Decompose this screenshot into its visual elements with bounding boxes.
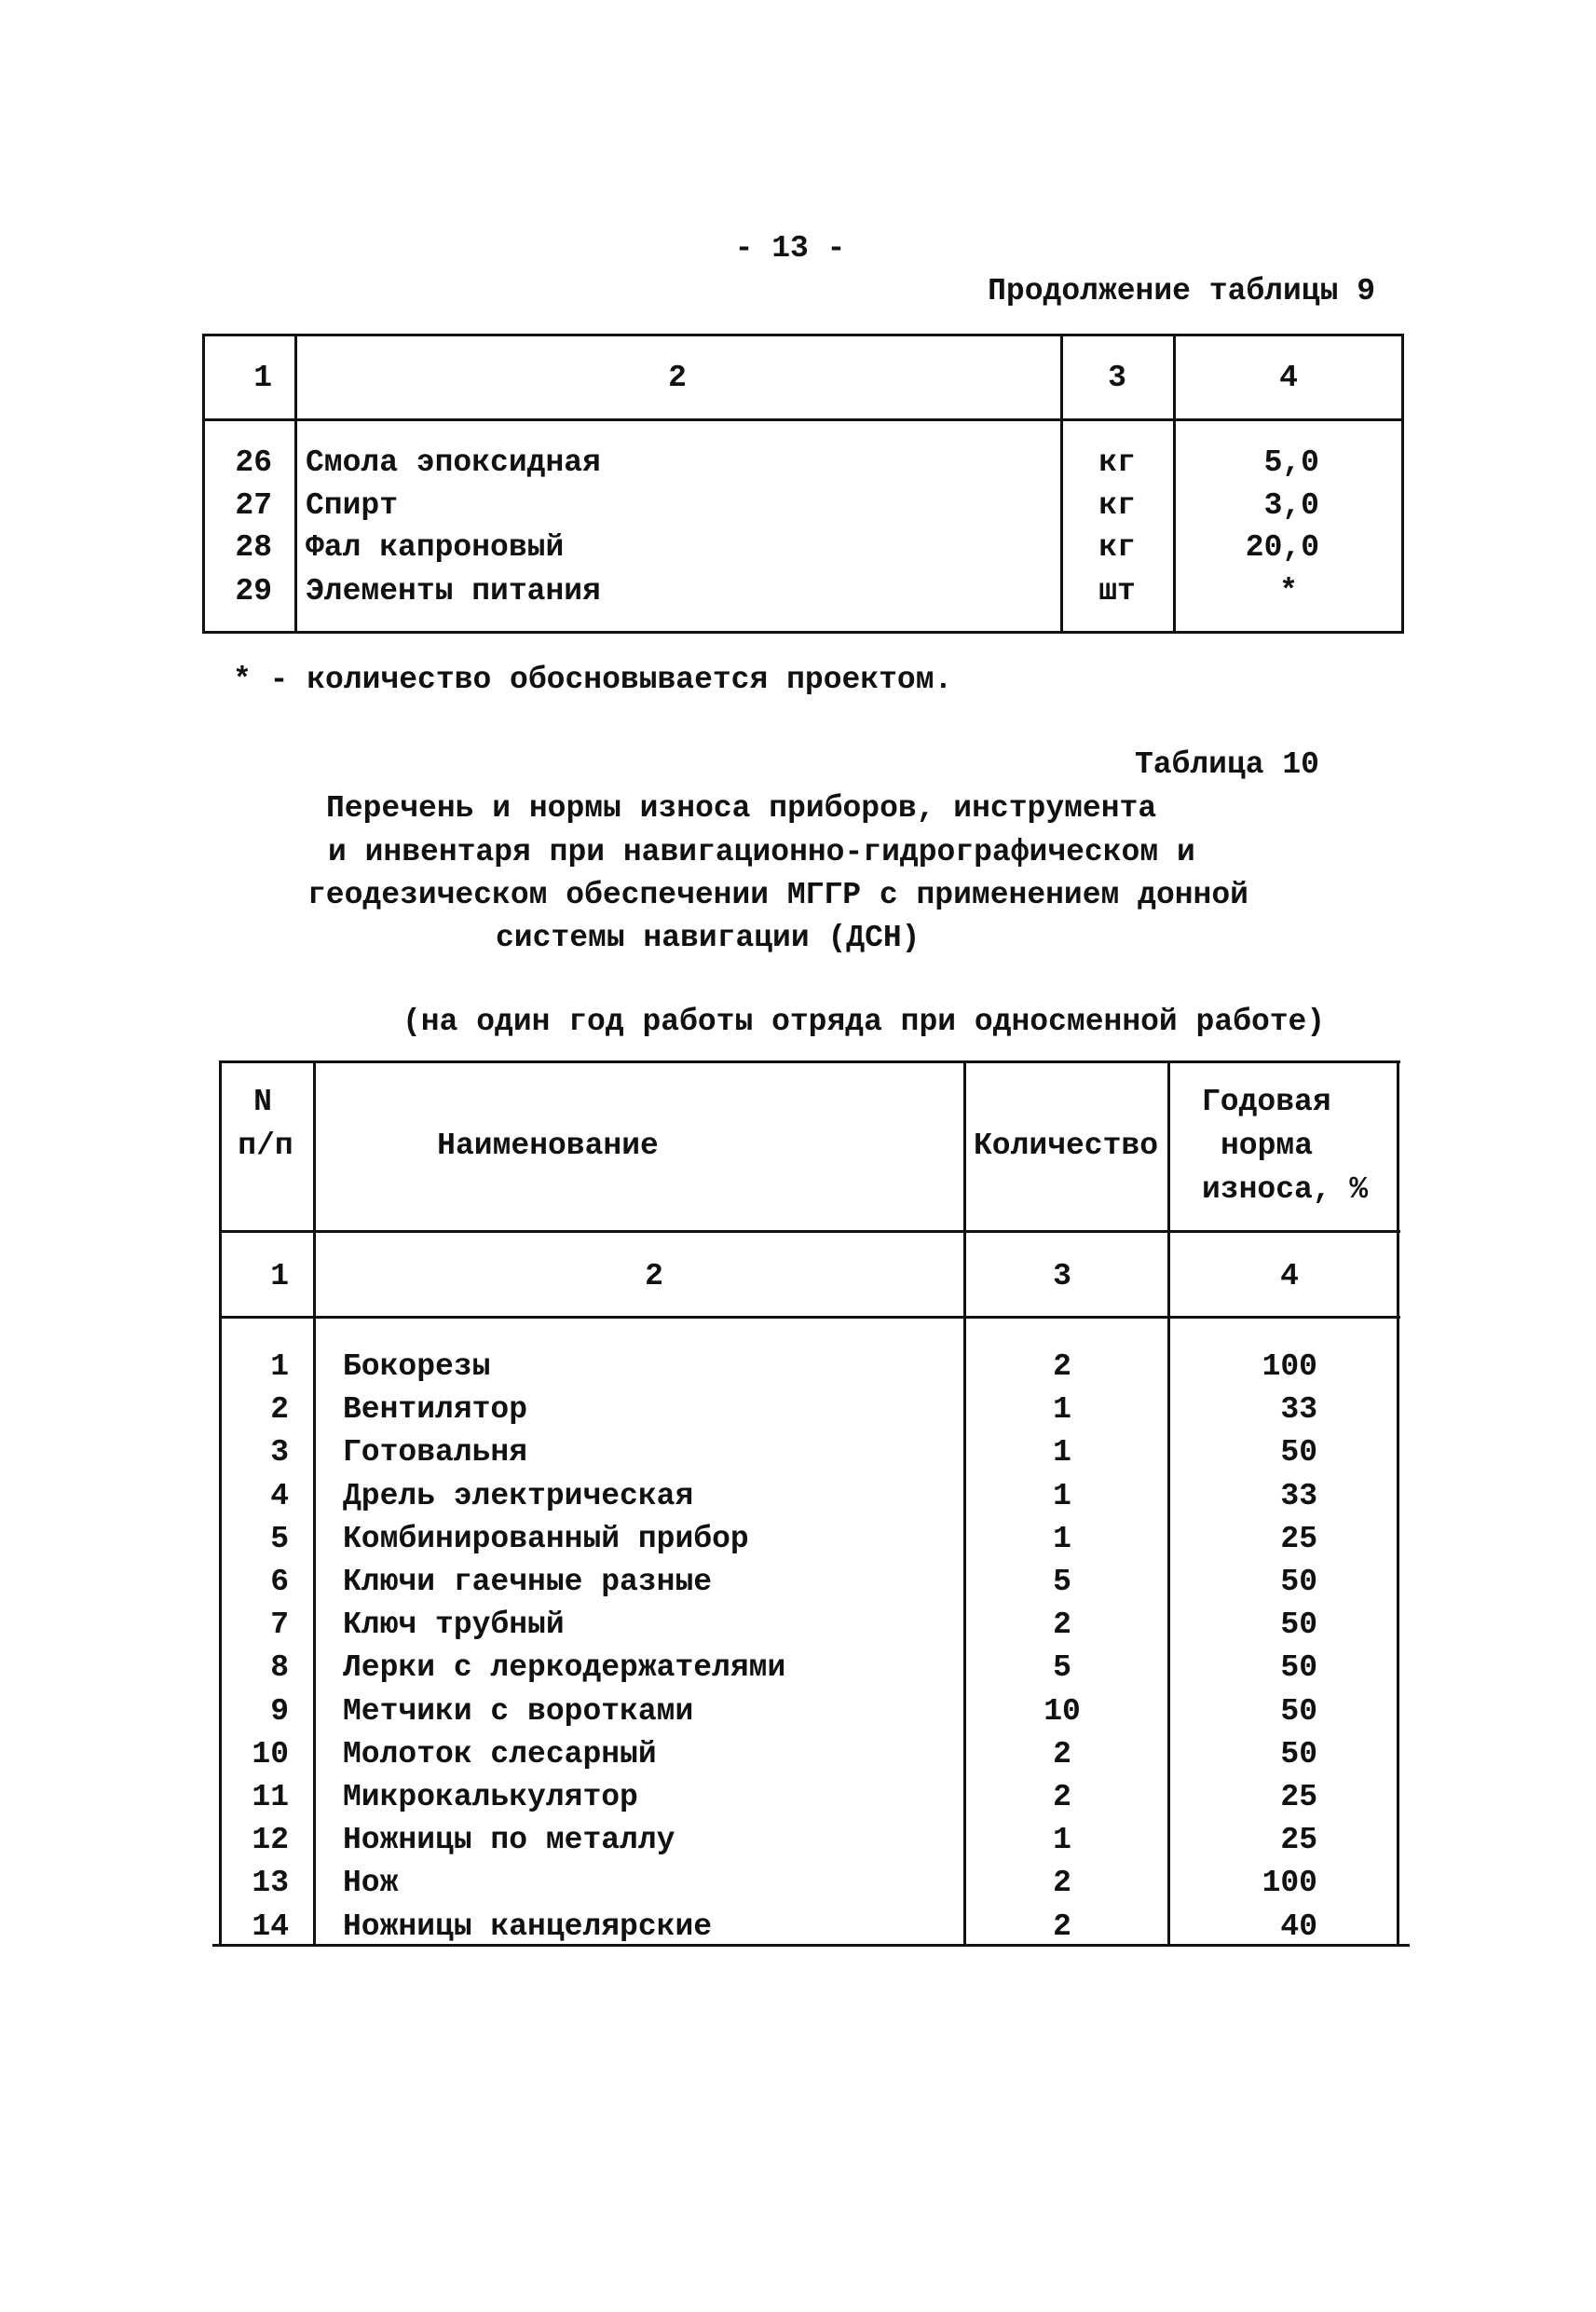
row-rate: 50 <box>1280 1607 1317 1643</box>
page-number: - 13 - <box>734 231 846 266</box>
row-qty: 5 <box>1053 1565 1071 1599</box>
row-name: Молоток слесарный <box>343 1736 657 1772</box>
row-rate: 33 <box>1280 1392 1317 1428</box>
row-qty: 5 <box>1053 1650 1071 1686</box>
table9-top-border <box>203 334 1404 336</box>
row-qty: 1 <box>1053 1478 1071 1513</box>
row-unit: кг <box>1098 488 1136 523</box>
header-n: N <box>253 1085 272 1119</box>
row-name: Комбинированный прибор <box>343 1521 749 1556</box>
row-number: 4 <box>270 1478 289 1513</box>
row-qty: 3,0 <box>1263 488 1319 523</box>
row-rate: 50 <box>1280 1435 1317 1471</box>
row-name: Ключ трубный <box>343 1607 565 1643</box>
table10-col-divider-1 <box>313 1060 316 1944</box>
table10-left-border <box>219 1060 222 1944</box>
table9-right-border <box>1401 334 1404 634</box>
row-name: Вентилятор <box>343 1392 528 1428</box>
row-name: Спирт <box>306 488 399 523</box>
table9-col-divider-2 <box>1060 334 1063 634</box>
table10-colnum: 3 <box>1053 1259 1071 1293</box>
header-rate: износа, % <box>1202 1172 1369 1207</box>
table10-label: Таблица 10 <box>1134 747 1319 782</box>
row-name: Элементы питания <box>306 574 601 609</box>
row-name: Дрель электрическая <box>343 1478 694 1513</box>
row-name: Бокорезы <box>343 1349 491 1384</box>
row-name: Ножницы по металлу <box>343 1823 675 1858</box>
row-number: 12 <box>252 1823 289 1858</box>
table10-title-line: Перечень и нормы износа приборов, инструмента <box>326 791 1157 826</box>
row-name: Метчики с воротками <box>343 1693 694 1729</box>
table9-header-rule <box>203 418 1404 421</box>
row-qty: 2 <box>1053 1607 1071 1643</box>
row-number: 11 <box>252 1780 289 1814</box>
row-rate: 40 <box>1280 1908 1317 1944</box>
row-rate: 25 <box>1280 1780 1317 1814</box>
table9-col-divider-1 <box>294 334 297 634</box>
row-name: Микрокалькулятор <box>343 1780 638 1814</box>
row-qty: 1 <box>1053 1823 1071 1858</box>
row-qty: 2 <box>1053 1866 1071 1901</box>
table10-top-border <box>220 1060 1400 1063</box>
row-name: Лерки с леркодержателями <box>343 1650 786 1686</box>
row-number: 10 <box>252 1736 289 1772</box>
table10-title-line: системы навигации (ДСН) <box>496 921 921 955</box>
table9-left-border <box>202 334 205 634</box>
table9-colnum: 3 <box>1108 361 1126 395</box>
row-qty: 2 <box>1053 1349 1071 1384</box>
table10-col-divider-3 <box>1167 1060 1170 1944</box>
row-rate: 25 <box>1280 1521 1317 1556</box>
row-qty: 2 <box>1053 1736 1071 1772</box>
row-rate: 50 <box>1280 1565 1317 1599</box>
table9-colnum: 1 <box>253 361 272 395</box>
table10-header-rule <box>220 1230 1400 1233</box>
row-qty: 2 <box>1053 1908 1071 1944</box>
table9-colnum: 4 <box>1279 361 1298 395</box>
table10-col-divider-2 <box>963 1060 966 1944</box>
row-number: 5 <box>270 1521 289 1556</box>
table10-subtitle: (на один год работы отряда при односменной работе) <box>402 1005 1326 1039</box>
header-quantity: Количество <box>973 1129 1159 1163</box>
row-qty: * <box>1279 574 1298 609</box>
table10-colnum: 2 <box>645 1259 663 1293</box>
row-number: 26 <box>235 445 272 480</box>
row-number: 14 <box>252 1908 289 1944</box>
header-rate: Годовая <box>1202 1085 1331 1119</box>
row-rate: 100 <box>1262 1866 1317 1901</box>
row-number: 28 <box>235 530 272 565</box>
row-number: 9 <box>270 1693 289 1729</box>
table10-colnum: 4 <box>1280 1259 1299 1293</box>
row-name: Смола эпоксидная <box>306 445 601 480</box>
row-rate: 100 <box>1262 1349 1317 1384</box>
row-name: Готовальня <box>343 1435 528 1471</box>
row-name: Ножницы канцелярские <box>343 1908 713 1944</box>
table10-colnum-rule <box>220 1316 1400 1319</box>
table9-bottom-border <box>203 631 1404 634</box>
header-name: Наименование <box>437 1129 659 1163</box>
table9-col-divider-3 <box>1173 334 1176 634</box>
row-number: 8 <box>270 1650 289 1686</box>
row-unit: шт <box>1098 574 1136 609</box>
row-qty: 1 <box>1053 1392 1071 1428</box>
row-qty: 5,0 <box>1263 445 1319 480</box>
row-number: 3 <box>270 1435 289 1471</box>
row-rate: 50 <box>1280 1693 1317 1729</box>
row-rate: 25 <box>1280 1823 1317 1858</box>
row-qty: 1 <box>1053 1435 1071 1471</box>
row-rate: 33 <box>1280 1478 1317 1513</box>
row-number: 29 <box>235 574 272 609</box>
row-name: Нож <box>343 1866 399 1901</box>
row-number: 1 <box>270 1349 289 1384</box>
row-number: 7 <box>270 1607 289 1643</box>
row-qty: 1 <box>1053 1521 1071 1556</box>
row-rate: 50 <box>1280 1736 1317 1772</box>
row-unit: кг <box>1098 445 1136 480</box>
table10-title-line: геодезическом обеспечении МГГР с применением донной <box>307 878 1248 912</box>
row-qty: 10 <box>1044 1693 1081 1729</box>
row-qty: 2 <box>1053 1780 1071 1814</box>
table9-footnote: * - количество обосновывается проектом. <box>233 663 953 697</box>
header-n-pp: п/п <box>238 1129 293 1163</box>
table9-continuation-label: Продолжение таблицы 9 <box>988 274 1375 308</box>
row-number: 27 <box>235 488 272 523</box>
table9-colnum: 2 <box>668 361 687 395</box>
row-number: 2 <box>270 1392 289 1428</box>
header-rate: норма <box>1221 1129 1314 1163</box>
table10-right-border <box>1397 1060 1399 1944</box>
row-qty: 20,0 <box>1245 530 1319 565</box>
row-unit: кг <box>1098 530 1136 565</box>
table10-title-line: и инвентаря при навигационно-гидрографическом и <box>328 835 1195 869</box>
row-rate: 50 <box>1280 1650 1317 1686</box>
row-number: 6 <box>270 1565 289 1599</box>
row-number: 13 <box>252 1866 289 1901</box>
row-name: Ключи гаечные разные <box>343 1565 713 1599</box>
table10-colnum: 1 <box>270 1259 289 1293</box>
row-name: Фал капроновый <box>306 530 565 565</box>
